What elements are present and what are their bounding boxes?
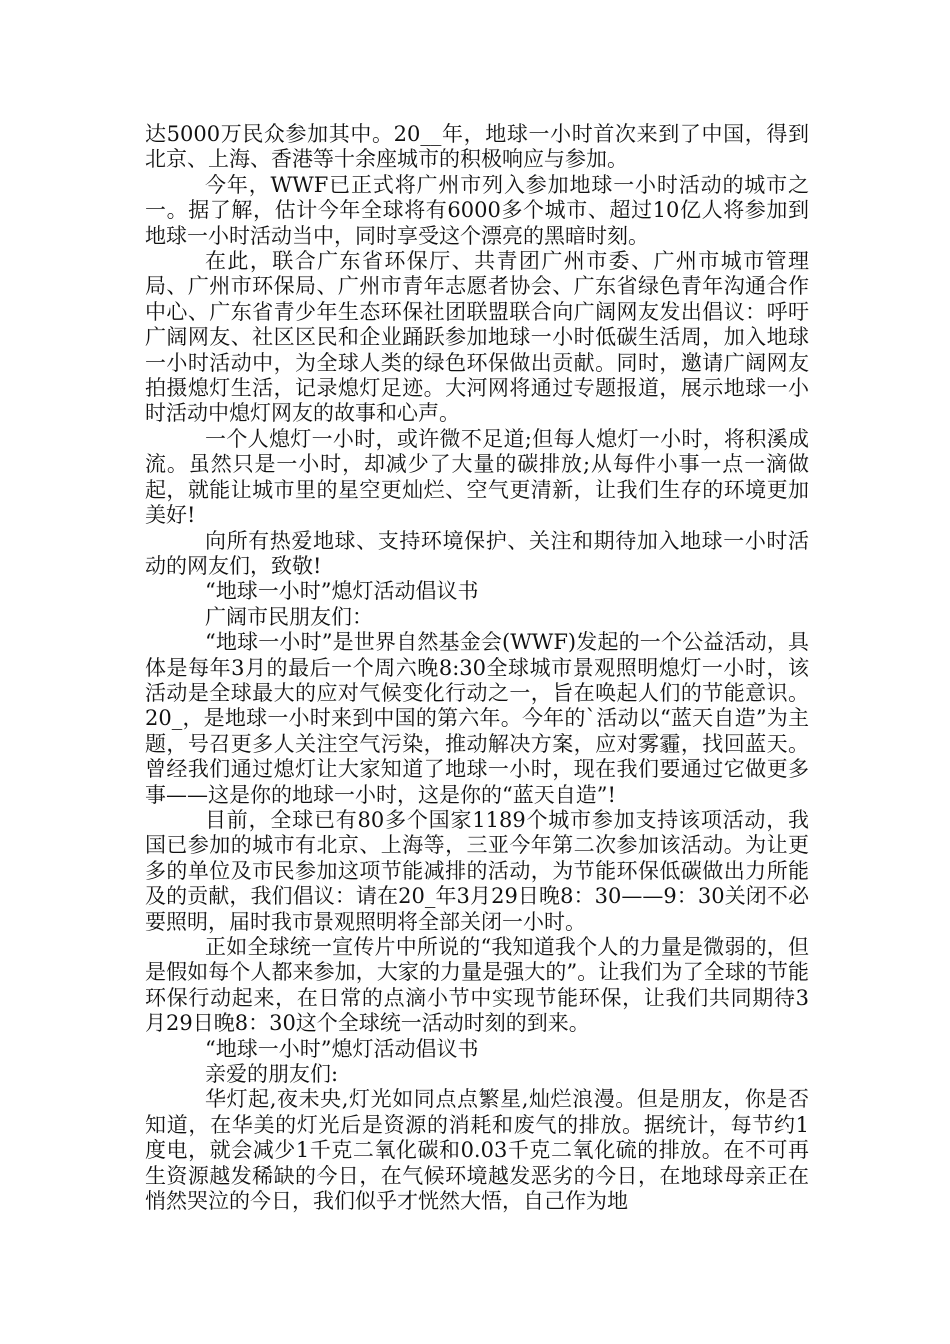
paragraph-5: 向所有热爱地球、支持环境保护、关注和期待加入地球一小时活动的网友们，致敬! xyxy=(145,528,809,578)
document-body xyxy=(145,122,809,1214)
paragraph-2: 今年，WWF已正式将广州市列入参加地球一小时活动的城市之一。据了解，估计今年全球将有6000多个城市、超过10亿人将参加到地球一小时活动当中，同时享受这个漂亮的黑暗时刻。 xyxy=(145,172,809,248)
paragraph-6: “地球一小时”是世界自然基金会(WWF)发起的一个公益活动，具体是每年3月的最后一个周六晚8:30全球城市景观照明熄灯一小时，该活动是全球最大的应对气候变化行动之一，旨在唤起人们的节能意识。20_，是地球一小时来到中国的第六年。今年的`活动以“蓝天自造”为主题，号召更多人关注空气污染，推动解决方案，应对雾霾，找回蓝天。曾经我们通过熄灯让大家知道了地球一小时，现在我们要通过它做更多事——这是你的地球一小时，这是你的“蓝天自造”! xyxy=(145,630,809,807)
paragraph-1: 达5000万民众参加其中。20__年，地球一小时首次来到了中国，得到北京、上海、香港等十余座城市的积极响应与参加。 xyxy=(145,122,809,172)
paragraph-4: 一个人熄灯一小时，或许微不足道;但每人熄灯一小时，将积溪成流。虽然只是一小时，却减少了大量的碳排放;从每件小事一点一滴做起，就能让城市里的星空更灿烂、空气更清新，让我们生存的环境更加美好! xyxy=(145,426,809,528)
paragraph-3: 在此，联合广东省环保厅、共青团广州市委、广州市城市管理局、广州市环保局、广州市青年志愿者协会、广东省绿色青年沟通合作中心、广东省青少年生态环保社团联盟联合向广阔网友发出倡议：呼吁广阔网友、社区区民和企业踊跃参加地球一小时低碳生活周，加入地球一小时活动中，为全球人类的绿色环保做出贡献。同时，邀请广阔网友拍摄熄灯生活，记录熄灯足迹。大河网将通过专题报道，展示地球一小时活动中熄灯网友的故事和心声。 xyxy=(145,249,809,426)
salutation-2: 亲爱的朋友们: xyxy=(205,1062,339,1087)
paragraph-7: 目前，全球已有80多个国家1189个城市参加支持该项活动，我国已参加的城市有北京、上海等，三亚今年第二次参加该活动。为让更多的单位及市民参加这项节能减排的活动，为节能环保低碳做出力所能及的贡献，我们倡议：请在20_年3月29日晚8：30——9：30关闭不必要照明，届时我市景观照明将全部关闭一小时。 xyxy=(145,807,809,934)
paragraph-8: 正如全球统一宣传片中所说的“我知道我个人的力量是微弱的，但是假如每个人都来参加，大家的力量是强大的”。让我们为了全球的节能环保行动起来，在日常的点滴小节中实现节能环保，让我们共同期待3月29日晚8：30这个全球统一活动时刻的到来。 xyxy=(145,935,809,1036)
section-title-1: “地球一小时”熄灯活动倡议书 xyxy=(205,579,479,604)
paragraph-9: 华灯起,夜未央,灯光如同点点繁星,灿烂浪漫。但是朋友，你是否知道，在华美的灯光后是资源的消耗和废气的排放。据统计，每节约1度电，就会减少1千克二氧化碳和0.03千克二氧化硫的排放。在不可再生资源越发稀缺的今日，在气候环境越发恶劣的今日，在地球母亲正在悄然哭泣的今日，我们似乎才恍然大悟，自己作为地 xyxy=(145,1087,809,1214)
section-title-2: “地球一小时”熄灯活动倡议书 xyxy=(205,1036,479,1061)
salutation-1: 广阔市民朋友们： xyxy=(205,604,373,629)
